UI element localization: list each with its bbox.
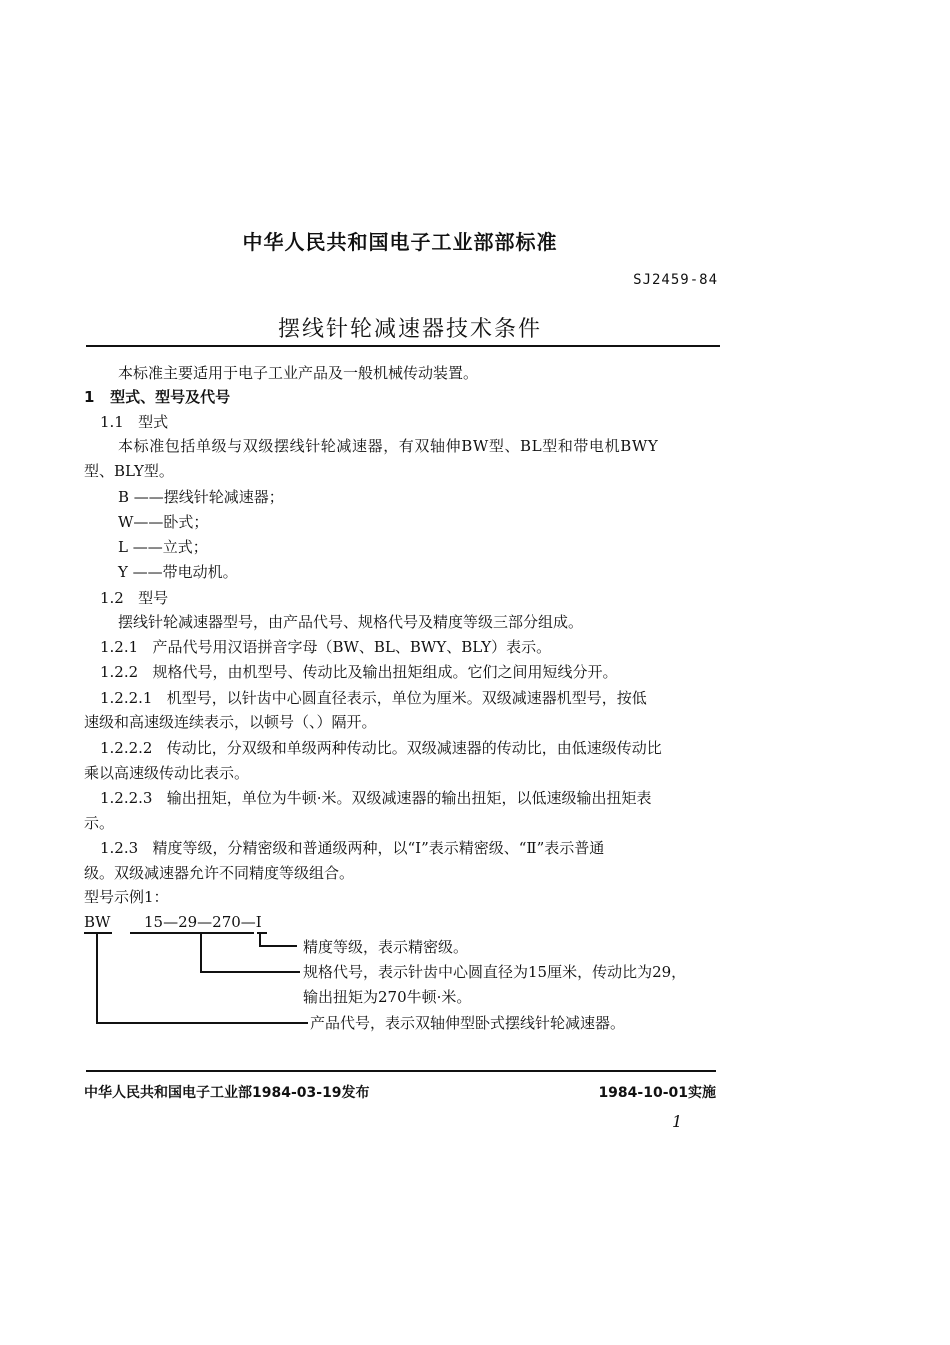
annotation-spec-line-1: 规格代号，表示针齿中心圆直径为15厘米，传动比为29， [303, 963, 687, 981]
standard-code: SJ2459-84 [633, 272, 718, 288]
page-number: 1 [672, 1112, 683, 1131]
product-bracket-line [96, 934, 98, 1024]
section-1-2-2-2-line-1: 1.2.2.2 传动比，分双级和单级两种传动比。双级减速器的传动比，由低速级传动比 [100, 739, 662, 757]
annotation-precision: 精度等级，表示精密级。 [303, 938, 469, 956]
footer-rule [86, 1070, 716, 1072]
intro-paragraph: 本标准主要适用于电子工业产品及一般机械传动装置。 [118, 364, 479, 382]
section-1-2-1: 1.2.1 产品代号用汉语拼音字母（BW、BL、BWY、BLY）表示。 [100, 638, 552, 656]
title-rule [86, 345, 720, 347]
example-label: 型号示例1： [84, 888, 169, 906]
section-1-2-3-line-2: 级。双级减速器允许不同精度等级组合。 [84, 864, 355, 882]
section-1-2-2-1-line-2: 速级和高速级连续表示，以顿号（、）隔开。 [84, 713, 377, 731]
code-w: W——卧式； [118, 513, 209, 531]
section-1-heading: 1 型式、型号及代号 [84, 388, 231, 406]
section-1-2-paragraph: 摆线针轮减速器型号，由产品代号、规格代号及精度等级三部分组成。 [118, 613, 584, 631]
product-leader-line [96, 1022, 308, 1024]
issue-statement: 中华人民共和国电子工业部1984-03-19发布 [84, 1085, 370, 1101]
section-1-1-paragraph-line-1: 本标准包括单级与双级摆线针轮减速器，有双轴伸BW型、BL型和带电机BWY [118, 437, 659, 455]
section-1-2-heading: 1.2 型号 [100, 589, 169, 607]
example-code-spec: 15—29—270—Ⅰ [144, 913, 262, 931]
document-title: 摆线针轮减速器技术条件 [277, 317, 542, 342]
annotation-spec-line-2: 输出扭矩为270牛顿·米。 [303, 988, 472, 1006]
spec-bracket-line [200, 934, 202, 972]
section-1-2-2-1-line-1: 1.2.2.1 机型号，以针齿中心圆直径表示，单位为厘米。双级减速器机型号，按低 [100, 689, 647, 707]
spec-underline [130, 932, 254, 934]
section-1-2-2-3-line-2: 示。 [84, 814, 115, 832]
effective-date: 1984-10-01实施 [598, 1085, 716, 1101]
code-b: B ——摆线针轮减速器； [118, 488, 284, 506]
section-1-2-2: 1.2.2 规格代号，由机型号、传动比及输出扭矩组成。它们之间用短线分开。 [100, 663, 618, 681]
bw-underline [84, 932, 112, 934]
section-1-2-2-2-line-2: 乘以高速级传动比表示。 [84, 764, 250, 782]
section-1-2-3-line-1: 1.2.3 精度等级，分精密级和普通级两种，以“Ⅰ”表示精密级、“Ⅱ”表示普通 [100, 839, 605, 857]
section-1-1-heading: 1.1 型式 [100, 413, 169, 431]
annotation-product: 产品代号，表示双轴伸型卧式摆线针轮减速器。 [310, 1014, 626, 1032]
code-y: Y ——带电动机。 [118, 563, 238, 581]
section-1-1-paragraph-line-2: 型、BLY型。 [84, 462, 174, 480]
code-l: L ——立式； [118, 538, 208, 556]
section-1-2-2-3-line-1: 1.2.2.3 输出扭矩，单位为牛顿·米。双级减速器的输出扭矩，以低速级输出扭矩表 [100, 789, 652, 807]
grade-leader-line [259, 945, 297, 947]
spec-leader-line [200, 971, 300, 973]
org-title: 中华人民共和国电子工业部部标准 [242, 230, 558, 254]
example-code-bw: BW [84, 913, 111, 931]
